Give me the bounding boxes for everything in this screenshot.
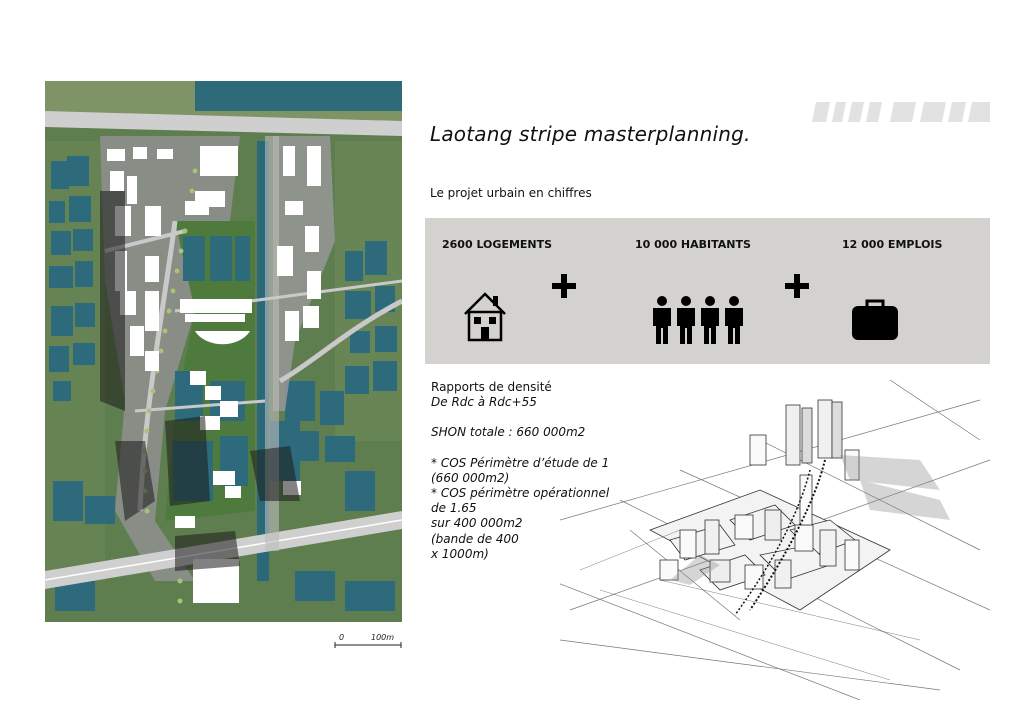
density-heading: Rapports de densité bbox=[431, 380, 552, 394]
briefcase-icon bbox=[850, 298, 900, 342]
decorative-stripes bbox=[812, 102, 990, 122]
density-line: (660 000m2) bbox=[431, 470, 510, 485]
density-line: * COS Périmètre d’étude de 1 bbox=[431, 455, 610, 470]
perspective-sketch bbox=[560, 380, 990, 700]
scale-end: 100m bbox=[371, 633, 395, 642]
density-line: de 1.65 bbox=[431, 501, 477, 516]
site-plan-map bbox=[45, 81, 402, 622]
plus-icon bbox=[783, 272, 811, 300]
page-title: Laotang stripe masterplanning. bbox=[430, 122, 751, 146]
scale-bar bbox=[333, 633, 403, 647]
jobs-figure: 12 000 EMPLOIS bbox=[842, 238, 943, 251]
plus-icon bbox=[550, 272, 578, 300]
housing-figure: 2600 LOGEMENTS bbox=[442, 238, 553, 251]
people-icon bbox=[651, 296, 747, 346]
inhabitants-figure: 10 000 HABITANTS bbox=[635, 238, 751, 251]
density-line: (bande de 400 bbox=[431, 531, 519, 546]
shon-total: SHON totale : 660 000m2 bbox=[431, 425, 586, 440]
density-line: x 1000m) bbox=[431, 546, 489, 561]
section-subtitle: Le projet urbain en chiffres bbox=[430, 186, 592, 200]
aerial-plan bbox=[45, 81, 402, 622]
density-line: sur 400 000m2 bbox=[431, 516, 523, 531]
scale-line bbox=[333, 642, 403, 648]
density-line: * COS périmètre opérationnel bbox=[431, 486, 610, 501]
key-figures-panel bbox=[425, 218, 990, 364]
scale-start: 0 bbox=[339, 633, 345, 642]
house-icon bbox=[463, 290, 507, 342]
density-range: De Rdc à Rdc+55 bbox=[431, 395, 537, 410]
